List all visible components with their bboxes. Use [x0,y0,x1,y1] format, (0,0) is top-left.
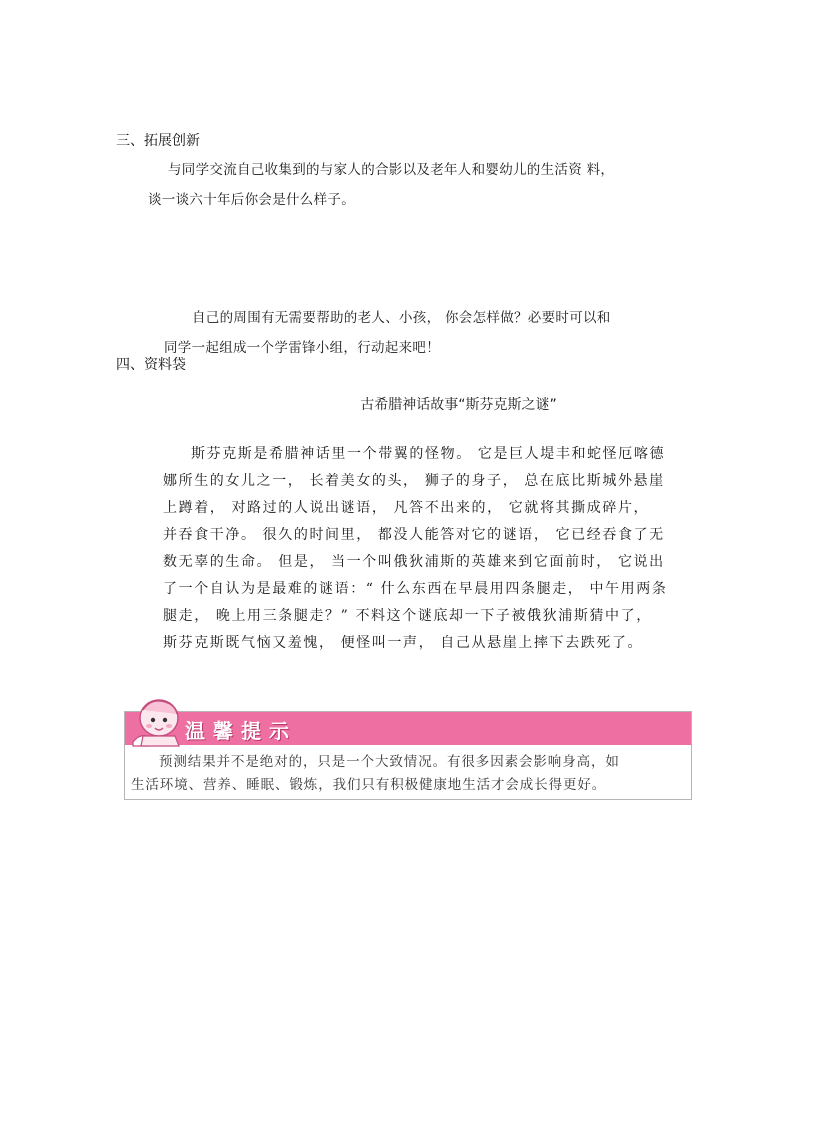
story-line: 斯芬克斯既气恼又羞愧， 便怪叫一声， 自己从悬崖上摔下去跌死了。 [163,635,644,651]
tip-text [131,751,685,797]
expand-paragraph-1 [148,155,708,215]
expand-paragraph-2-line-1: 自己的周围有无需要帮助的老人、小孩， 你会怎样做？必要时可以和 [192,310,611,326]
story-line: 数无辜的生命。 但是， 当一个叫俄狄浦斯的英雄来到它面前时， 它说出 [163,554,665,570]
baby-mascot-icon [129,696,185,748]
story-line: 斯芬克斯是希腊神话里一个带翼的怪物。 它是巨人堤丰和蛇怪厄喀德 [191,446,666,462]
story-title: 古希腊神话故事“斯芬克斯之谜” [360,397,557,413]
story-line: 并吞食干净。 很久的时间里， 都没人能答对它的谜语， 它已经吞食了无 [163,527,665,543]
tip-line-2: 生活环境、营养、睡眠、锻炼，我们只有积极健康地生活才会成长得更好。 [131,777,607,793]
tip-line-1: 预测结果并不是绝对的，只是一个大致情况。有很多因素会影响身高，如 [159,754,620,770]
expand-paragraph-1-line-2: 谈一谈六十年后你会是什么样子。 [148,192,355,208]
expand-paragraph-2 [164,303,724,363]
story-line: 娜所生的女儿之一， 长着美女的头， 狮子的身子， 总在底比斯城外悬崖 [163,473,665,489]
section-heading-materials: 四、资料袋 [116,357,186,373]
tip-box [124,711,692,800]
section-heading-expand: 三、拓展创新 [116,133,200,149]
story-line: 上蹲着， 对路过的人说出谜语， 凡答不出来的， 它就将其撕成碎片， [163,500,650,516]
expand-paragraph-1-line-1: 与同学交流自己收集到的与家人的合影以及老年人和婴幼儿的生活资 料， [168,162,615,178]
story-line: 腿走， 晚上用三条腿走？” 不料这个谜底却一下子被俄狄浦斯猜中了， [163,608,652,624]
story-body [163,441,691,657]
tip-title: 温馨提示 [185,719,297,743]
expand-paragraph-2-line-2: 同学一起组成一个学雷锋小组，行动起来吧！ [164,340,440,356]
story-line: 了一个自认为是最难的谜语：“ 什么东西在早晨用四条腿走， 中午用两条 [163,581,668,597]
